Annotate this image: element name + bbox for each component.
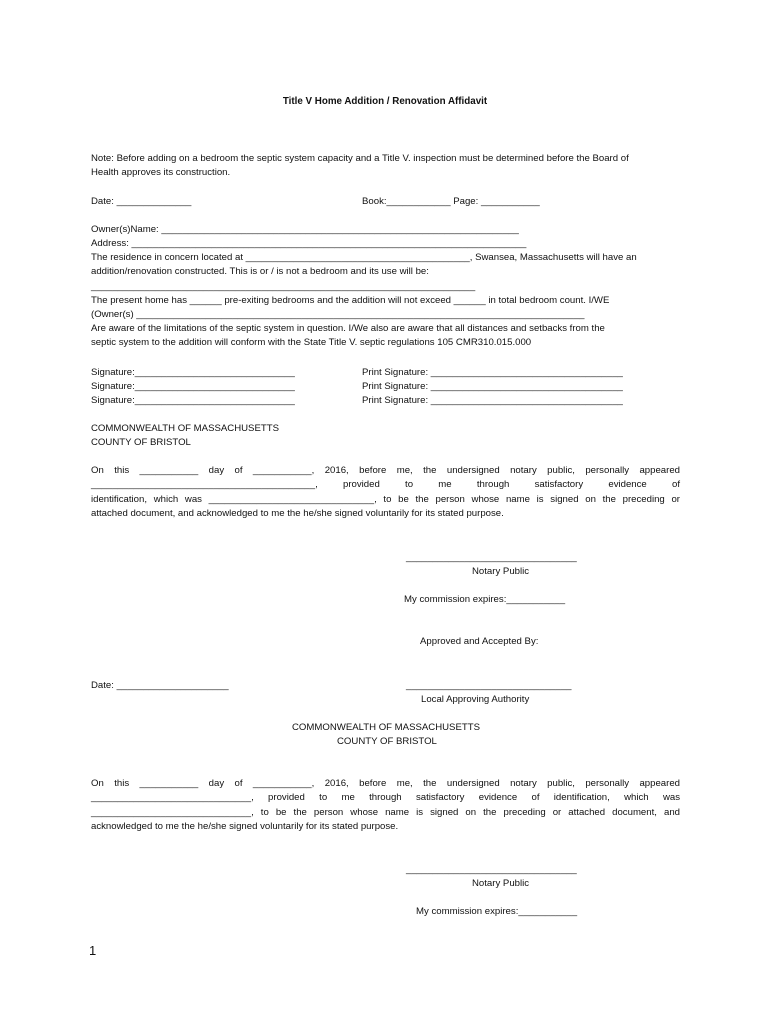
notary-paragraph-1: [91, 464, 680, 522]
notary-2-line-1: On this ___________ day of ___________, 2016, before me, the undersigned notary public, personally appeared: [91, 778, 680, 789]
commonwealth-heading-2: COMMONWEALTH OF MASSACHUSETTS: [292, 722, 480, 733]
notary-signature-line-2: ________________________________: [406, 864, 577, 875]
date-field: Date: ______________: [91, 196, 192, 207]
notary-paragraph-2: [91, 777, 680, 835]
print-signature-line: Print Signature: ____________________________________: [362, 367, 623, 378]
notary-signature-line: ________________________________: [406, 552, 577, 563]
page-number: 1: [89, 943, 97, 958]
notary-public-label: Notary Public: [472, 566, 530, 577]
document-title: Title V Home Addition / Renovation Affidavit: [282, 96, 488, 107]
notary-public-label-2: Notary Public: [472, 878, 530, 889]
aware-line-2: septic system to the addition will conform with the State Title V. septic regulations 105 CMR310.015.000: [91, 337, 532, 348]
note-line-1: Note: Before adding on a bedroom the septic system capacity and a Title V. inspection must be determined before the Board of: [91, 153, 629, 164]
signature-line: Signature:______________________________: [91, 395, 295, 406]
commonwealth-heading: COMMONWEALTH OF MASSACHUSETTS: [91, 423, 279, 434]
residence-line-1: The residence in concern located at __________________________________________, Swansea, Massachusetts will have an: [91, 252, 637, 263]
print-signature-line: Print Signature: ____________________________________: [362, 395, 623, 406]
owners-paren-line: (Owner(s) ____________________________________________________________________________________: [91, 309, 585, 320]
notary-1-line-1: On this ___________ day of ___________, 2016, before me, the undersigned notary public, personally appeared: [91, 465, 680, 476]
address-line: Address: __________________________________________________________________________: [91, 238, 527, 249]
commission-expires-2: My commission expires:___________: [416, 906, 578, 917]
notary-2-line-3: ______________________________, to be the person whose name is signed on the preceding or attached document, and: [91, 806, 680, 818]
authority-signature-line: _______________________________: [406, 680, 572, 691]
notary-1-line-3: identification, which was _______________________________, to be the person whose name is signed on the preceding or: [91, 493, 680, 505]
signature-line: Signature:______________________________: [91, 381, 295, 392]
signature-line: Signature:______________________________: [91, 367, 295, 378]
note-line-2: Health approves its construction.: [91, 167, 231, 178]
residence-line-2: addition/renovation constructed. This is or / is not a bedroom and its use will be:: [91, 266, 429, 277]
notary-2-line-4: acknowledged to me the he/she signed voluntarily for its stated purpose.: [91, 821, 399, 833]
present-home-line: The present home has ______ pre-exiting bedrooms and the addition will not exceed ______ in total bedroom count. I/WE: [91, 295, 610, 306]
owners-name-line: Owner(s)Name: ___________________________________________________________________: [91, 224, 519, 235]
print-signature-line: Print Signature: ____________________________________: [362, 381, 623, 392]
notary-2-line-2: ______________________________, provided to me through satisfactory evidence of identification, which was: [91, 792, 680, 804]
date-field-2: Date: _____________________: [91, 680, 229, 691]
approved-by-label: Approved and Accepted By:: [420, 636, 539, 647]
aware-line-1: Are aware of the limitations of the septic system in question. I/We also are aware that all distances and setbacks from the: [91, 323, 605, 334]
county-heading: COUNTY OF BRISTOL: [91, 437, 191, 448]
notary-1-line-2: __________________________________________, provided to me through satisfactory evidence of: [91, 479, 680, 491]
blank-use-line: ________________________________________________________________________: [91, 281, 476, 292]
notary-1-line-4: attached document, and acknowledged to me the he/she signed voluntarily for its stated purpose.: [91, 508, 504, 520]
commission-expires: My commission expires:___________: [404, 594, 566, 605]
local-authority-label: Local Approving Authority: [421, 694, 530, 705]
book-page-field: Book:____________ Page: ___________: [362, 196, 540, 207]
county-heading-2: COUNTY OF BRISTOL: [337, 736, 437, 747]
